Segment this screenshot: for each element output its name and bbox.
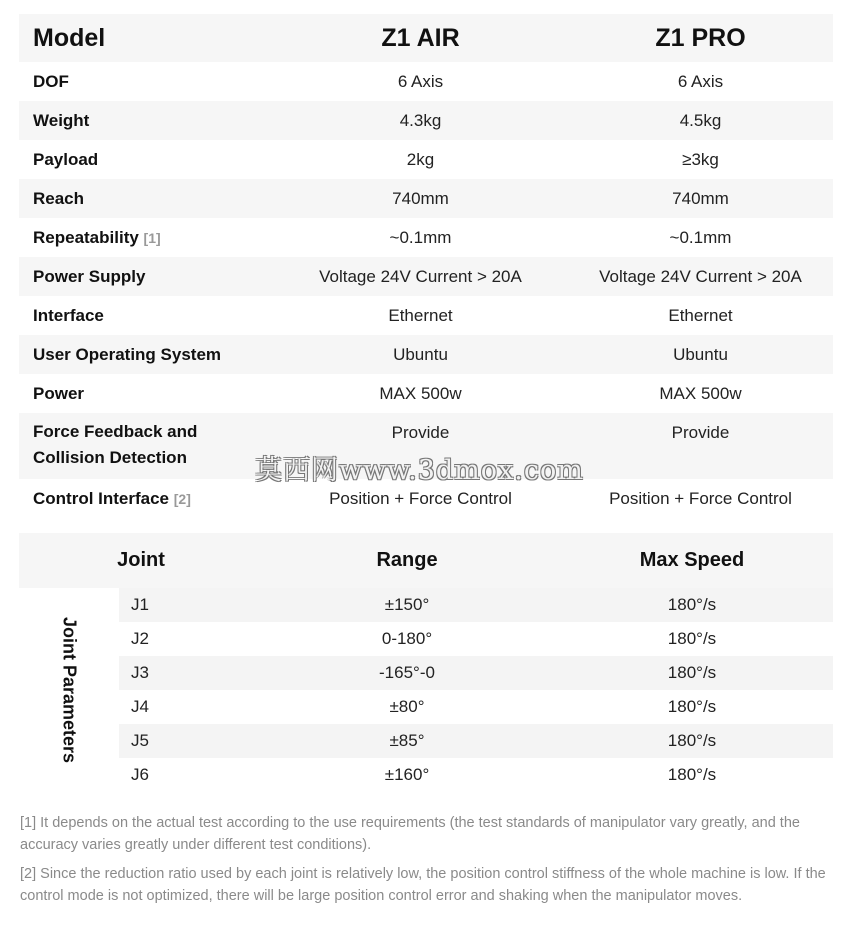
joint-range: 0-180°: [381, 629, 433, 648]
spec-label: Control Interface: [33, 488, 170, 508]
spec-pro-value: ≥3kg: [682, 149, 719, 169]
joint-row: [119, 724, 833, 758]
spec-air-value: 740mm: [392, 188, 449, 208]
spec-pro-value: Voltage 24V Current > 20A: [599, 266, 802, 286]
joint-speed: 180°/s: [667, 663, 717, 682]
spec-row-power-supply: [19, 257, 833, 296]
spec-pro-value: 740mm: [672, 188, 729, 208]
spec-label: Power: [33, 383, 85, 403]
joint-name: J6: [131, 765, 149, 784]
spec-row-interface: [19, 296, 833, 335]
joint-body: [19, 588, 833, 792]
spec-row-weight: [19, 101, 833, 140]
spec-pro-value: ~0.1mm: [669, 227, 732, 247]
spec-row-reach: [19, 179, 833, 218]
joint-speed: 180°/s: [667, 595, 717, 614]
spec-row-power: [19, 374, 833, 413]
joint-row: [119, 588, 833, 622]
spec-label-cell: [19, 413, 273, 471]
joint-row: [119, 690, 833, 724]
spec-label: User Operating System: [33, 344, 222, 364]
spec-label-cell: [19, 225, 273, 251]
spec-label: DOF: [33, 71, 69, 91]
spec-air-value: Ubuntu: [393, 344, 448, 364]
footnote-ref-2[interactable]: [2]: [173, 490, 191, 507]
spec-pro-value: 6 Axis: [677, 71, 724, 91]
watermark: 莫西网www.3dmox.com: [255, 455, 584, 486]
joint-range: ±160°: [384, 765, 430, 784]
model-heading: Model: [33, 24, 106, 52]
z1-air-heading: Z1 AIR: [381, 23, 460, 52]
joint-range: ±80°: [389, 697, 425, 716]
z1-pro-heading: Z1 PRO: [655, 23, 746, 52]
spec-air-value: Voltage 24V Current > 20A: [319, 266, 522, 286]
joint-parameters-label: Joint Parameters: [59, 616, 80, 764]
joint-side-cell: [19, 588, 119, 792]
joint-speed: 180°/s: [667, 765, 717, 784]
footnotes: [20, 812, 835, 914]
spec-air-value: MAX 500w: [379, 383, 462, 403]
joint-name: J4: [131, 697, 149, 716]
spec-label: Reach: [33, 188, 85, 208]
joint-row: [119, 758, 833, 792]
spec-row-payload: [19, 140, 833, 179]
joint-speed: 180°/s: [667, 697, 717, 716]
spec-pro-value: 4.5kg: [679, 110, 722, 130]
joint-name: J2: [131, 629, 149, 648]
joint-row: [119, 656, 833, 690]
spec-row-dof: [19, 62, 833, 101]
spec-air-value: Provide: [391, 423, 450, 442]
spec-air-value: Position + Force Control: [329, 488, 512, 508]
joint-range: -165°-0: [379, 663, 435, 682]
joint-range: ±85°: [389, 731, 425, 750]
footnote-ref-1[interactable]: [1]: [143, 229, 161, 246]
spec-label: Repeatability: [33, 227, 139, 247]
spec-pro-value: Ethernet: [668, 305, 733, 325]
spec-label-cell: [19, 486, 273, 512]
spec-pro-value: Ubuntu: [673, 344, 728, 364]
joint-header-row: [19, 533, 833, 588]
joint-row: [119, 622, 833, 656]
spec-label: Power Supply: [33, 266, 146, 286]
joint-rows: [119, 588, 833, 792]
spec-table: [19, 14, 833, 518]
spec-pro-value: Position + Force Control: [609, 488, 792, 508]
spec-air-value: Ethernet: [388, 305, 453, 325]
range-heading: Range: [376, 549, 438, 571]
spec-label: Payload: [33, 149, 99, 169]
spec-pro-value: MAX 500w: [659, 383, 742, 403]
footnote-1: [1] It depends on the actual test according to the use requirements (the test standards of manipulator vary greatly, and the accuracy varies greatly under different test conditions).: [20, 815, 800, 853]
spec-row-repeatability: [19, 218, 833, 257]
joint-range: ±150°: [384, 595, 430, 614]
joint-name: J1: [131, 595, 149, 614]
spec-label-line2: Collision Detection: [33, 448, 187, 467]
max-speed-heading: Max Speed: [639, 549, 745, 571]
spec-label-line1: Force Feedback and: [33, 422, 198, 441]
spec-air-value: 4.3kg: [399, 110, 442, 130]
joint-heading: Joint: [117, 549, 165, 571]
spec-pro-value: Provide: [671, 423, 730, 442]
joint-name: J5: [131, 731, 149, 750]
joint-speed: 180°/s: [667, 731, 717, 750]
spec-label: Weight: [33, 110, 90, 130]
spec-air-value: 2kg: [406, 149, 435, 169]
footnote-2: [2] Since the reduction ratio used by each joint is relatively low, the position control stiffness of the whole machine is low. If the control mode is not optimized, there will be large position control error and shaking when the manipulator moves.: [20, 866, 826, 904]
joint-name: J3: [131, 663, 149, 682]
spec-row-os: [19, 335, 833, 374]
joint-speed: 180°/s: [667, 629, 717, 648]
joint-parameters-table: [19, 533, 833, 792]
spec-label: Interface: [33, 305, 104, 325]
spec-header-row: [19, 14, 833, 62]
spec-air-value: ~0.1mm: [389, 227, 452, 247]
spec-air-value: 6 Axis: [397, 71, 444, 91]
